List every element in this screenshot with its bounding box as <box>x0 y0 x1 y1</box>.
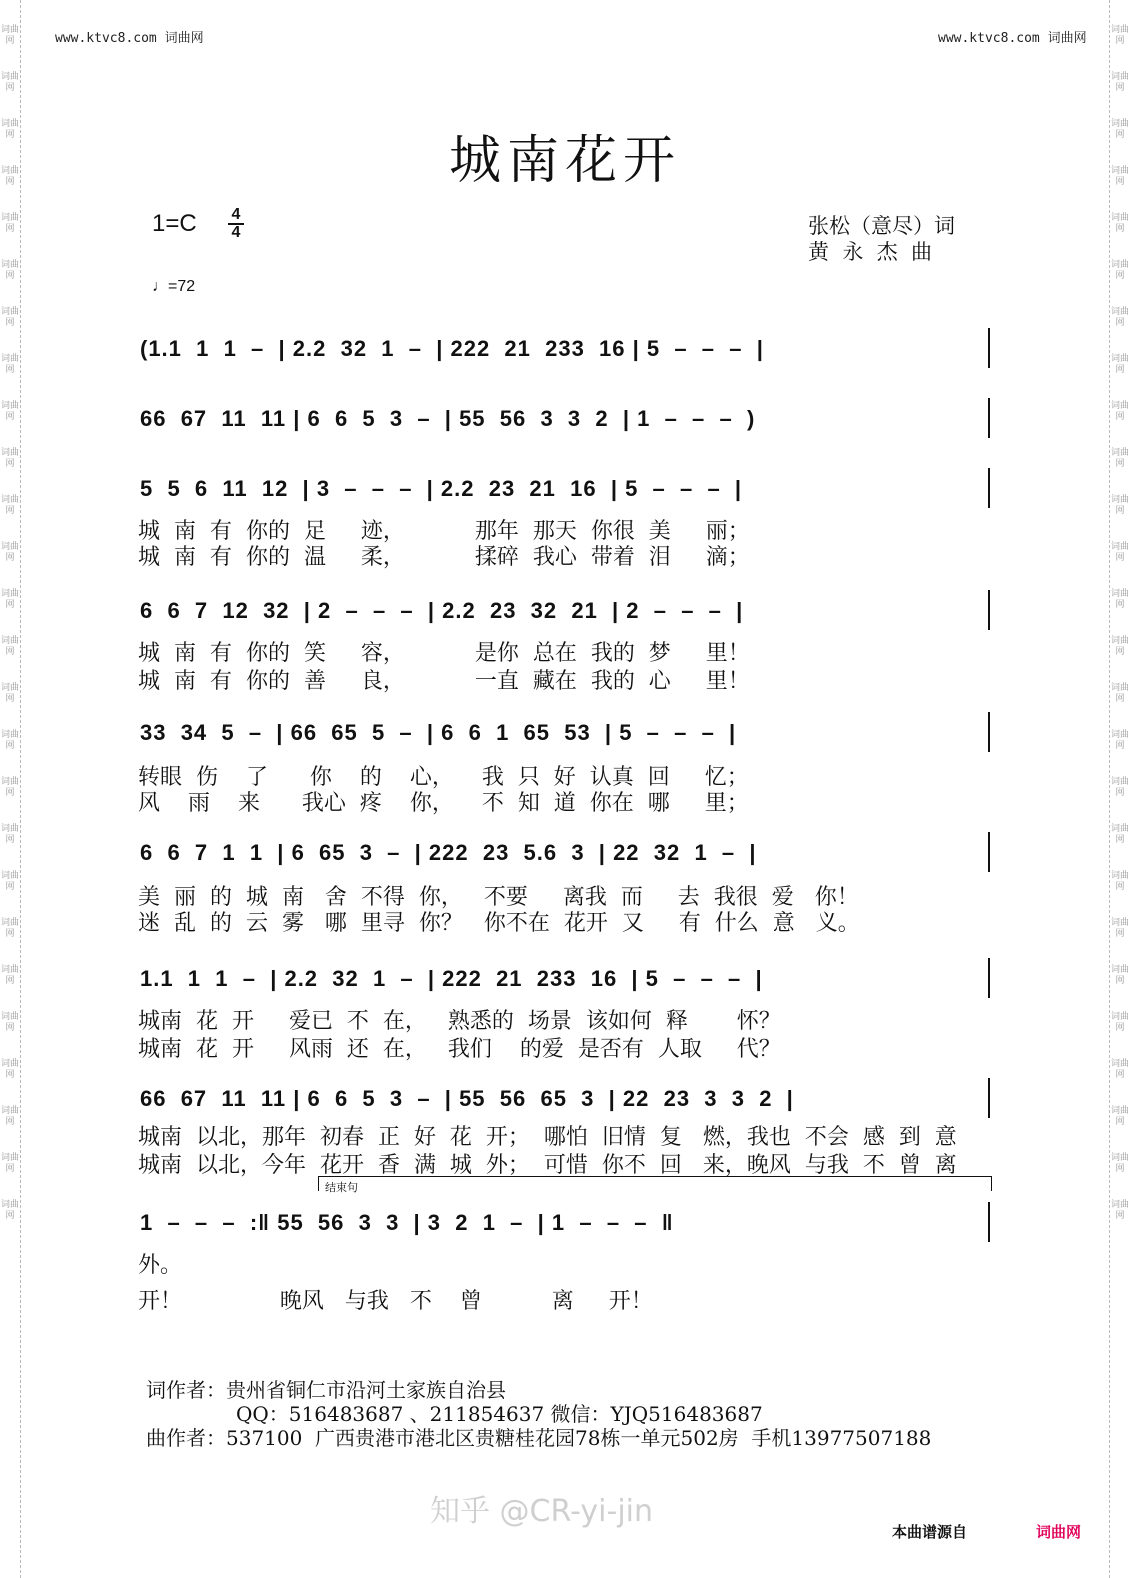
edge-site-mark: 词曲网 <box>1110 401 1129 422</box>
score-row-notes: 6 6 7 1 1 | 6 65 3 – | 222 23 5.6 3 | 22 32 1 – | <box>140 840 757 865</box>
edge-site-mark: 词曲网 <box>0 166 19 187</box>
edge-site-mark: 词曲网 <box>0 918 19 939</box>
row-end-barline <box>988 712 990 752</box>
source-label: 本曲谱源自 <box>892 1523 968 1541</box>
edge-site-mark: 词曲网 <box>1110 871 1129 892</box>
row-end-barline <box>988 832 990 872</box>
lyric-line: 城南 花 开 风雨 还 在， 我们 的爱 是否有 人取 代？ <box>138 1037 781 1062</box>
edge-site-mark: 词曲网 <box>1110 542 1129 563</box>
right-edge-strip <box>1109 0 1130 1578</box>
composer-credit: 黄 永 杰 曲 <box>808 240 933 264</box>
edge-site-mark: 词曲网 <box>0 1106 19 1127</box>
edge-site-mark: 词曲网 <box>1110 824 1129 845</box>
lyric-line: 城南 花 开 爱已 不 在， 熟悉的 场景 该如何 释 怀？ <box>138 1009 781 1034</box>
edge-site-mark: 词曲网 <box>0 730 19 751</box>
edge-site-mark: 词曲网 <box>1110 1153 1129 1174</box>
edge-site-mark: 词曲网 <box>0 636 19 657</box>
score-row-notes: 5 5 6 11 12 | 3 – – – | 2.2 23 21 16 | 5 – – – | <box>140 476 743 501</box>
song-title: 城南花开 <box>448 131 681 191</box>
edge-site-mark: 词曲网 <box>1110 72 1129 93</box>
row-end-barline <box>988 958 990 998</box>
lyric-line: 开！ 晚风 与我 不 曾 离 开！ <box>138 1289 653 1314</box>
ending-label: 结束句 <box>325 1181 358 1194</box>
edge-site-mark: 词曲网 <box>0 448 19 469</box>
lyric-line: 风 雨 来 我心 疼 你， 不 知 道 你在 哪 里； <box>138 791 749 816</box>
score-row-notes: 66 67 11 11 | 6 6 5 3 – | 55 56 65 3 | 22 23 3 3 2 | <box>140 1086 794 1111</box>
score-row-notes: 6 6 7 12 32 | 2 – – – | 2.2 23 32 21 | 2 – – – | <box>140 598 744 623</box>
edge-site-mark: 词曲网 <box>0 260 19 281</box>
row-end-barline <box>988 468 990 508</box>
edge-site-mark: 词曲网 <box>0 401 19 422</box>
edge-site-mark: 词曲网 <box>1110 683 1129 704</box>
edge-site-mark: 词曲网 <box>0 1012 19 1033</box>
lyric-line: 城 南 有 你的 善 良， 一直 藏在 我的 心 里！ <box>138 669 750 694</box>
key-signature: 1=C <box>152 210 197 237</box>
edge-site-mark: 词曲网 <box>0 307 19 328</box>
footer-composer-address: 曲作者：537100 广西贵港市港北区贵糖桂花园78栋一单元502房 手机13977507188 <box>146 1426 932 1450</box>
edge-site-mark: 词曲网 <box>1110 965 1129 986</box>
time-signature <box>228 208 244 240</box>
lyric-line: 城 南 有 你的 温 柔， 揉碎 我心 带着 泪 滴； <box>138 545 750 570</box>
edge-site-mark: 词曲网 <box>1110 589 1129 610</box>
edge-site-mark: 词曲网 <box>1110 354 1129 375</box>
edge-site-mark: 词曲网 <box>0 542 19 563</box>
edge-site-mark: 词曲网 <box>0 354 19 375</box>
meter-top: 4 <box>231 206 241 223</box>
score-row-notes: 1.1 1 1 – | 2.2 32 1 – | 222 21 233 16 | 5 – – – | <box>140 966 763 991</box>
lyric-line: 城南 以北，今年 花开 香 满 城 外； 可惜 你不 回 来，晚风 与我 不 曾 离 <box>138 1153 957 1178</box>
edge-site-mark: 词曲网 <box>1110 448 1129 469</box>
edge-site-mark: 词曲网 <box>1110 495 1129 516</box>
edge-site-mark: 词曲网 <box>1110 730 1129 751</box>
row-end-barline <box>988 590 990 630</box>
lyricist-credit: 张松（意尽）词 <box>808 214 955 238</box>
edge-site-mark: 词曲网 <box>0 871 19 892</box>
edge-site-mark: 词曲网 <box>0 495 19 516</box>
edge-site-mark: 词曲网 <box>0 25 19 46</box>
lyric-line: 外。 <box>138 1253 183 1278</box>
edge-site-mark: 词曲网 <box>0 72 19 93</box>
footer-lyricist-address: 词作者：贵州省铜仁市沿河土家族自治县 <box>146 1378 506 1402</box>
lyric-line: 迷 乱 的 云 雾 哪 里寻 你？ 你不在 花开 又 有 什么 意 义。 <box>138 911 860 936</box>
score-row-notes: (1.1 1 1 – | 2.2 32 1 – | 222 21 233 16 | 5 – – – | <box>140 336 764 361</box>
edge-site-mark: 词曲网 <box>0 777 19 798</box>
edge-site-mark: 词曲网 <box>0 683 19 704</box>
source-brand-link[interactable]: 词曲网 <box>1036 1523 1082 1541</box>
edge-site-mark: 词曲网 <box>0 824 19 845</box>
edge-site-mark: 词曲网 <box>1110 119 1129 140</box>
tempo-marking: ♩=72 <box>152 278 196 295</box>
edge-site-mark: 词曲网 <box>0 589 19 610</box>
edge-site-mark: 词曲网 <box>1110 636 1129 657</box>
edge-site-mark: 词曲网 <box>1110 25 1129 46</box>
row-end-barline <box>988 1202 990 1242</box>
edge-site-mark: 词曲网 <box>1110 1059 1129 1080</box>
site-header-left[interactable]: www.ktvc8.com 词曲网 <box>55 31 204 46</box>
edge-site-mark: 词曲网 <box>1110 918 1129 939</box>
edge-site-mark: 词曲网 <box>0 213 19 234</box>
edge-site-mark: 词曲网 <box>1110 1012 1129 1033</box>
edge-site-mark: 词曲网 <box>0 1200 19 1221</box>
lyric-line: 城 南 有 你的 笑 容， 是你 总在 我的 梦 里！ <box>138 641 750 666</box>
lyric-line: 美 丽 的 城 南 舍 不得 你， 不要 离我 而 去 我很 爱 你！ <box>138 885 859 910</box>
lyric-line: 转眼 伤 了 你 的 心， 我 只 好 认真 回 忆； <box>138 765 749 790</box>
edge-site-mark: 词曲网 <box>0 119 19 140</box>
edge-site-mark: 词曲网 <box>1110 213 1129 234</box>
footer-contact: QQ：516483687 、211854637 微信：YJQ516483687 <box>236 1402 763 1426</box>
left-edge-strip <box>0 0 21 1578</box>
lyric-line: 城南 以北，那年 初春 正 好 花 开； 哪怕 旧情 复 燃，我也 不会 感 到 意 <box>138 1125 957 1150</box>
row-end-barline <box>988 1078 990 1118</box>
meter-bottom: 4 <box>231 224 241 241</box>
edge-site-mark: 词曲网 <box>1110 1200 1129 1221</box>
edge-site-mark: 词曲网 <box>1110 166 1129 187</box>
row-end-barline <box>988 328 990 368</box>
score-row-notes: 66 67 11 11 | 6 6 5 3 – | 55 56 3 3 2 | 1 – – – ) <box>140 406 756 431</box>
site-header-right[interactable]: www.ktvc8.com 词曲网 <box>938 31 1087 46</box>
score-row-notes: 33 34 5 – | 66 65 5 – | 6 6 1 65 53 | 5 – – – | <box>140 720 737 745</box>
lyric-line: 城 南 有 你的 足 迹， 那年 那天 你很 美 丽； <box>138 519 750 544</box>
row-end-barline <box>988 398 990 438</box>
edge-site-mark: 词曲网 <box>1110 777 1129 798</box>
edge-site-mark: 词曲网 <box>1110 307 1129 328</box>
edge-site-mark: 词曲网 <box>0 1059 19 1080</box>
watermark: 知乎 @CR-yi-jin <box>430 1494 654 1529</box>
edge-site-mark: 词曲网 <box>1110 260 1129 281</box>
score-row-notes: 1 – – – :‖ 55 56 3 3 | 3 2 1 – | 1 – – – ‖ <box>140 1210 674 1235</box>
edge-site-mark: 词曲网 <box>0 965 19 986</box>
edge-site-mark: 词曲网 <box>0 1153 19 1174</box>
edge-site-mark: 词曲网 <box>1110 1106 1129 1127</box>
ending-bracket <box>318 1176 992 1191</box>
